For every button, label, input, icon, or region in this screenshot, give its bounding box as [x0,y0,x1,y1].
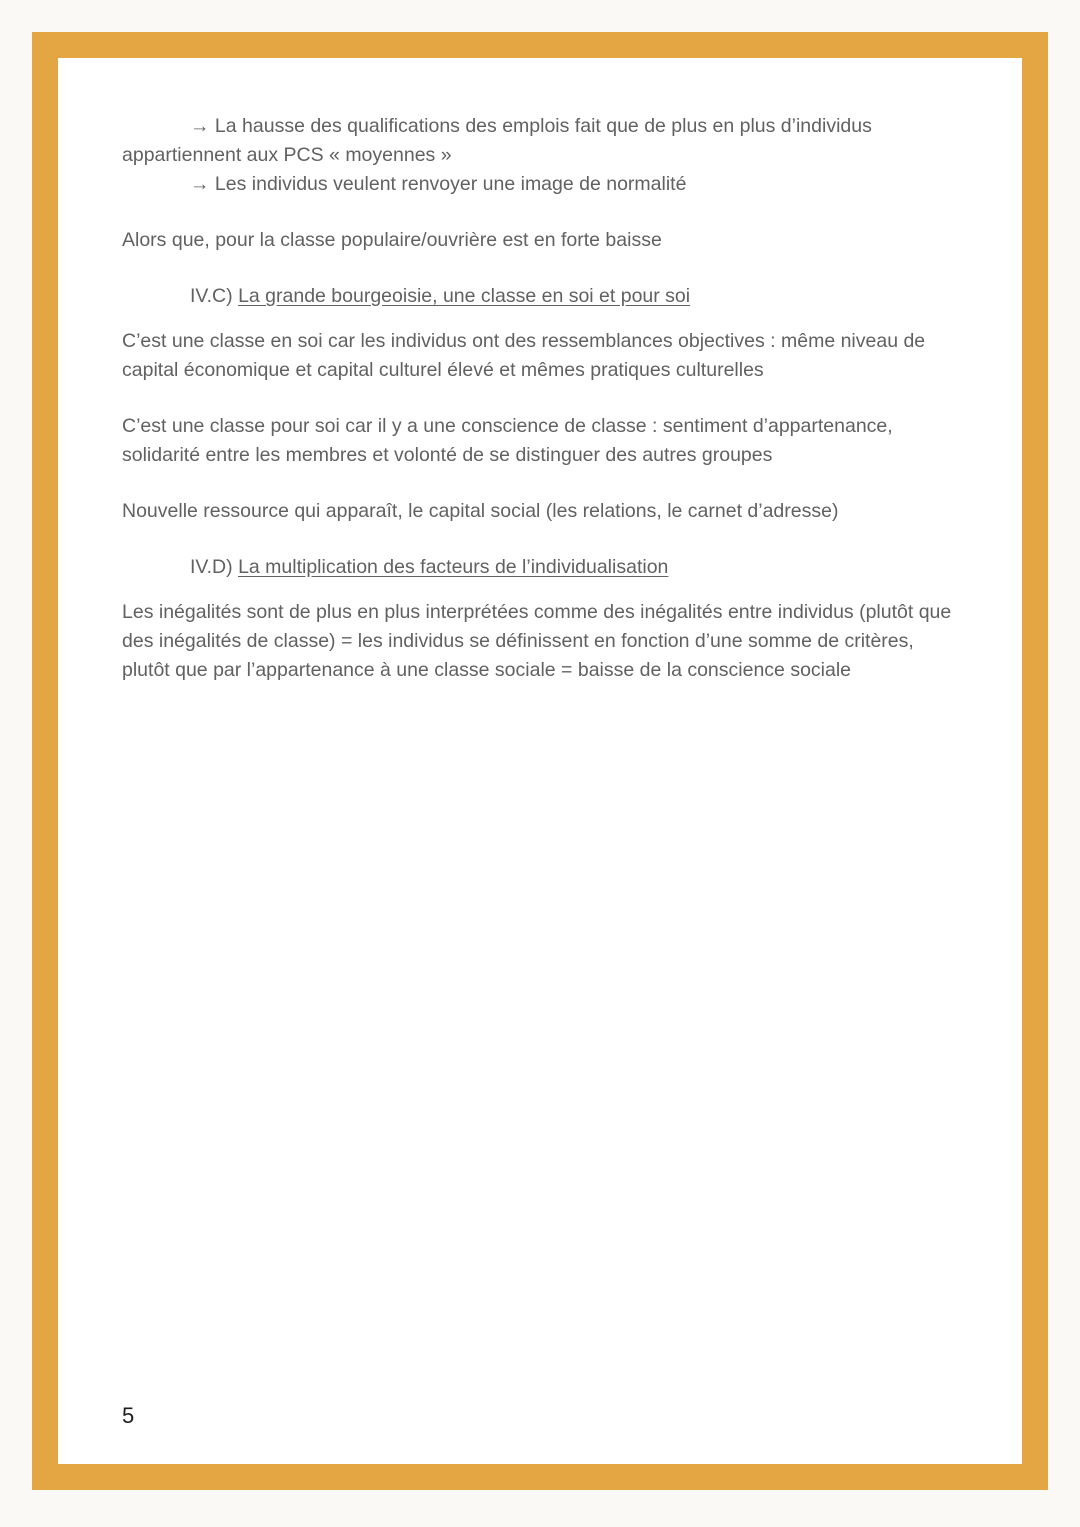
arrow-point-text: Les individus veulent renvoyer une image de normalité [214,173,687,195]
paragraph-individualisation: Les inégalités sont de plus en plus interprétées comme des inégalités entre individus (plutôt que des inégalités de classe) = les individus se définissent en fonction d’une somme de critères, plutôt que par l’appartenance à une classe sociale = baisse de la conscience sociale [122,601,952,681]
heading-title: La grande bourgeoisie, une classe en soi et pour soi [238,285,691,307]
page-frame [32,32,1048,1490]
arrow-point-text: La hausse des qualifications des emplois fait que de plus en plus d’individus appartiennent aux PCS « moyennes » [122,115,872,166]
section-heading-ivd [122,553,958,582]
arrow-right-icon: → [190,115,210,137]
page-content [122,112,958,712]
heading-title: La multiplication des facteurs de l’individualisation [238,556,669,578]
paragraph-alors-que: Alors que, pour la classe populaire/ouvrière est en forte baisse [122,229,662,251]
arrow-right-icon: → [190,173,210,195]
arrow-point-normalite [122,170,958,199]
paragraph-capital-social: Nouvelle ressource qui apparaît, le capital social (les relations, le carnet d’adresse) [122,500,839,522]
heading-prefix: IV.C) [190,285,233,307]
arrow-point-qualifications [122,112,958,170]
section-heading-ivc [122,282,958,311]
page-number: 5 [122,1403,135,1428]
paragraph-classe-en-soi: C’est une classe en soi car les individus ont des ressemblances objectives : même niveau de capital économique et capital culturel élevé et mêmes pratiques culturelles [122,330,926,381]
paragraph-classe-pour-soi: C’est une classe pour soi car il y a une conscience de classe : sentiment d’appartenance, solidarité entre les membres et volonté de se distinguer des autres groupes [122,415,893,466]
page [58,58,1022,1464]
heading-prefix: IV.D) [190,556,233,578]
